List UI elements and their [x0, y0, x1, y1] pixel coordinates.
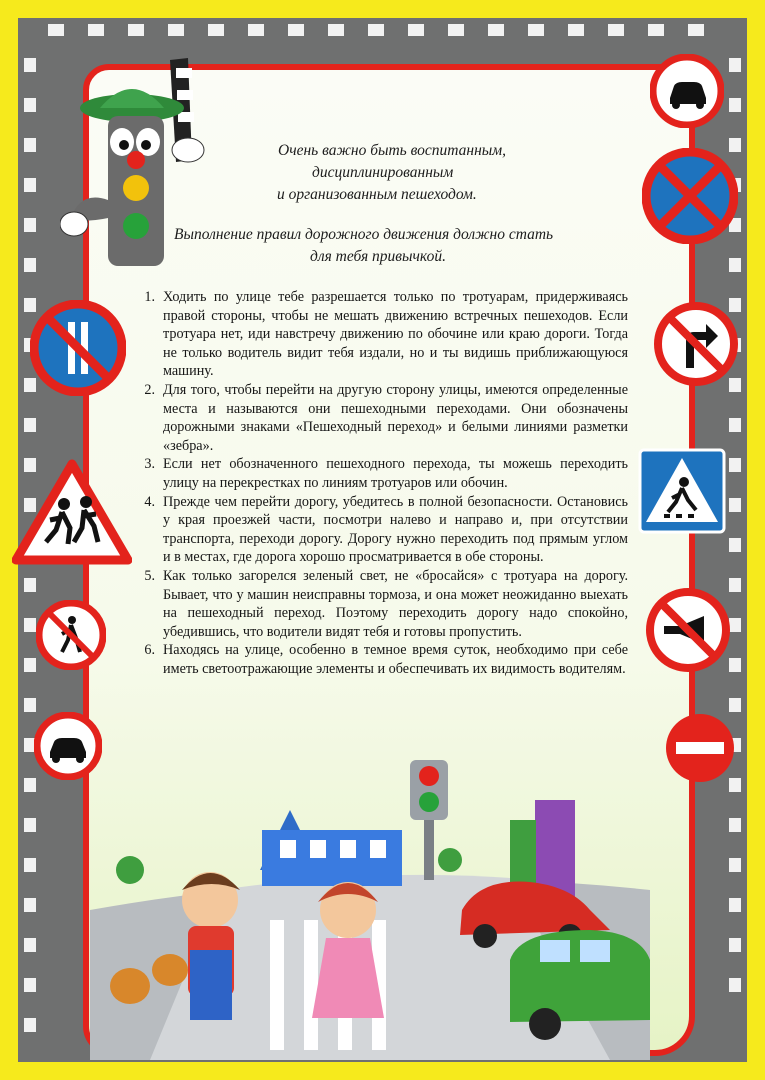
no-pedestrians-sign-icon [36, 600, 106, 670]
rule-text: Прежде чем перейти дорогу, убедитесь в полной безопасности. Остановись у края проезжей части, посмотри налево и направо и, при отсутствии транспорта, переходи дорогу. Дорогу нужно переходить под прямым углом и в местах, где дорога хорошо просматривается в обе стороны. [163, 493, 628, 566]
rule-number: 3. [144, 456, 155, 473]
rule-item [135, 455, 628, 492]
rule-item [135, 493, 628, 567]
rule-number: 4. [144, 493, 155, 510]
rule-text: Для того, чтобы перейти на другую сторону улицы, имеются определенные места и называются они пешеходными переходами. Они обозначены дорожными знаками «Пешеходный переход» и белыми линиями разметки «зебра». [163, 381, 628, 454]
no-cars-sign-icon [650, 54, 724, 128]
no-parking-sign-icon [30, 300, 126, 396]
no-stopping-sign-icon [642, 148, 738, 244]
rule-number: 6. [144, 642, 155, 659]
rule-item [135, 288, 628, 381]
children-crossing-sign-icon [12, 458, 132, 566]
intro-text [160, 140, 630, 268]
rule-number: 2. [144, 381, 155, 398]
intro-line-3: и организованным пешеходом. [277, 186, 477, 203]
rule-text: Как только загорелся зеленый свет, не «бросайся» с тротуара на дорогу. Бывает, что у машин неисправны тормоза, и она может неожиданно выехать на пешеходный переход. Поэтому переходить дорогу надо спокойно, убедившись, что водители видят тебя и готовы пропустить. [163, 567, 628, 640]
intro-line-1: Очень важно быть воспитанным, [278, 142, 507, 159]
rules-list [135, 288, 628, 678]
no-right-turn-sign-icon [654, 302, 738, 386]
rule-text: Ходить по улице тебе разрешается только по тротуарам, придерживаясь правой стороны, чтобы не мешать движению встречных пешеходов. Если тротуара нет, иди навстречу движению по обочине или краю дороги. Тогда не только водитель видит тебя издали, но и ты видишь приближающуюся машину. [163, 289, 628, 380]
rule-item [135, 641, 628, 678]
intro-line-2: дисциплинированным [312, 164, 454, 181]
no-entry-sign-icon [664, 712, 736, 784]
city-crossing-illustration [90, 760, 650, 1060]
no-horn-sign-icon [646, 588, 730, 672]
rule-text: Находясь на улице, особенно в темное время суток, необходимо при себе иметь светоотражающие элементы и обеспечивать их видимость водителям. [163, 642, 628, 677]
rule-item [135, 381, 628, 455]
top-road-markings [18, 24, 747, 36]
rule-text: Если нет обозначенного пешеходного перехода, ты можешь переходить улицу на перекрестках по линиям тротуаров или обочин. [163, 456, 628, 491]
rule-number: 1. [144, 289, 155, 305]
intro-line-4: Выполнение правил дорожного движения должно стать [174, 226, 554, 243]
rule-number: 5. [144, 567, 155, 584]
rule-item [135, 567, 628, 641]
pedestrian-crossing-sign-icon [638, 448, 726, 534]
intro-line-5: для тебя привычкой. [310, 248, 446, 265]
